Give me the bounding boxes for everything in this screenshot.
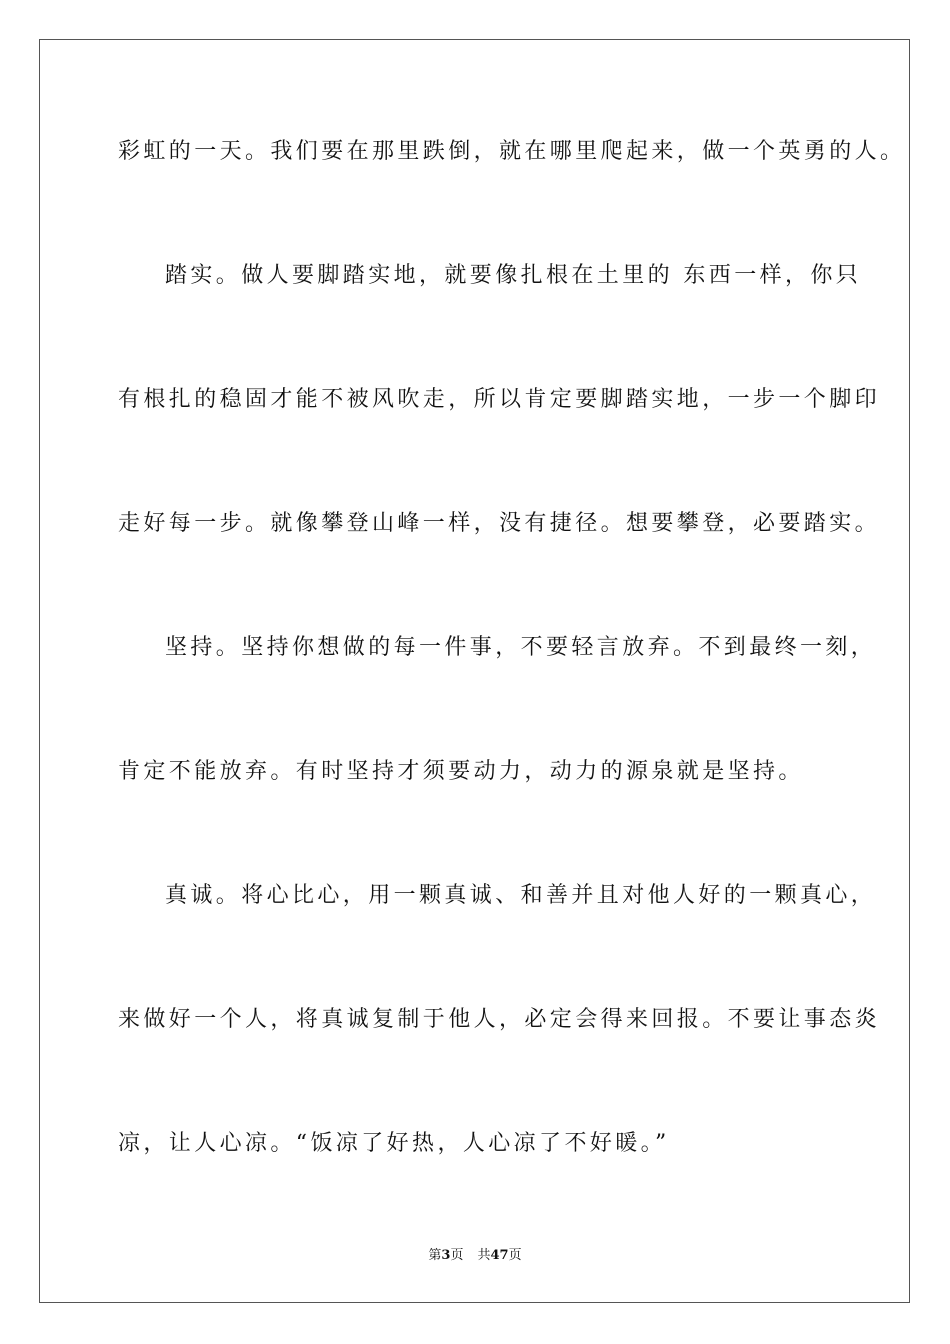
text-line-9: 凉，让人心凉。“饭凉了好热，人心凉了不好暖。” [118, 1131, 670, 1156]
total-prefix: 共 [477, 1248, 491, 1263]
page-prefix: 第 [428, 1248, 442, 1263]
text-line-3: 有根扎的稳固才能不被风吹走，所以肯定要脚踏实地，一步一个脚印 [118, 387, 881, 412]
text-line-8: 来做好一个人，将真诚复制于他人，必定会得来回报。不要让事态炎 [118, 1007, 881, 1032]
text-line-4: 走好每一步。就像攀登山峰一样，没有捷径。想要攀登，必要踏实。 [118, 511, 881, 536]
page-border [39, 39, 910, 1303]
page-footer [0, 1248, 950, 1264]
text-line-2: 踏实。做人要脚踏实地，就要像扎根在土里的 东西一样，你只 [165, 263, 862, 288]
text-line-1: 彩虹的一天。我们要在那里跌倒，就在哪里爬起来，做一个英勇的人。 [118, 139, 906, 164]
page-number: 3 [441, 1248, 451, 1263]
page-suffix: 页 [450, 1248, 464, 1263]
text-line-6: 肯定不能放弃。有时坚持才须要动力，动力的源泉就是坚持。 [118, 759, 804, 784]
total-pages: 47 [490, 1248, 509, 1263]
text-line-7: 真诚。将心比心，用一颗真诚、和善并且对他人好的一颗真心， [165, 883, 877, 908]
text-line-5: 坚持。坚持你想做的每一件事，不要轻言放弃。不到最终一刻， [165, 635, 877, 660]
total-suffix: 页 [508, 1248, 522, 1263]
